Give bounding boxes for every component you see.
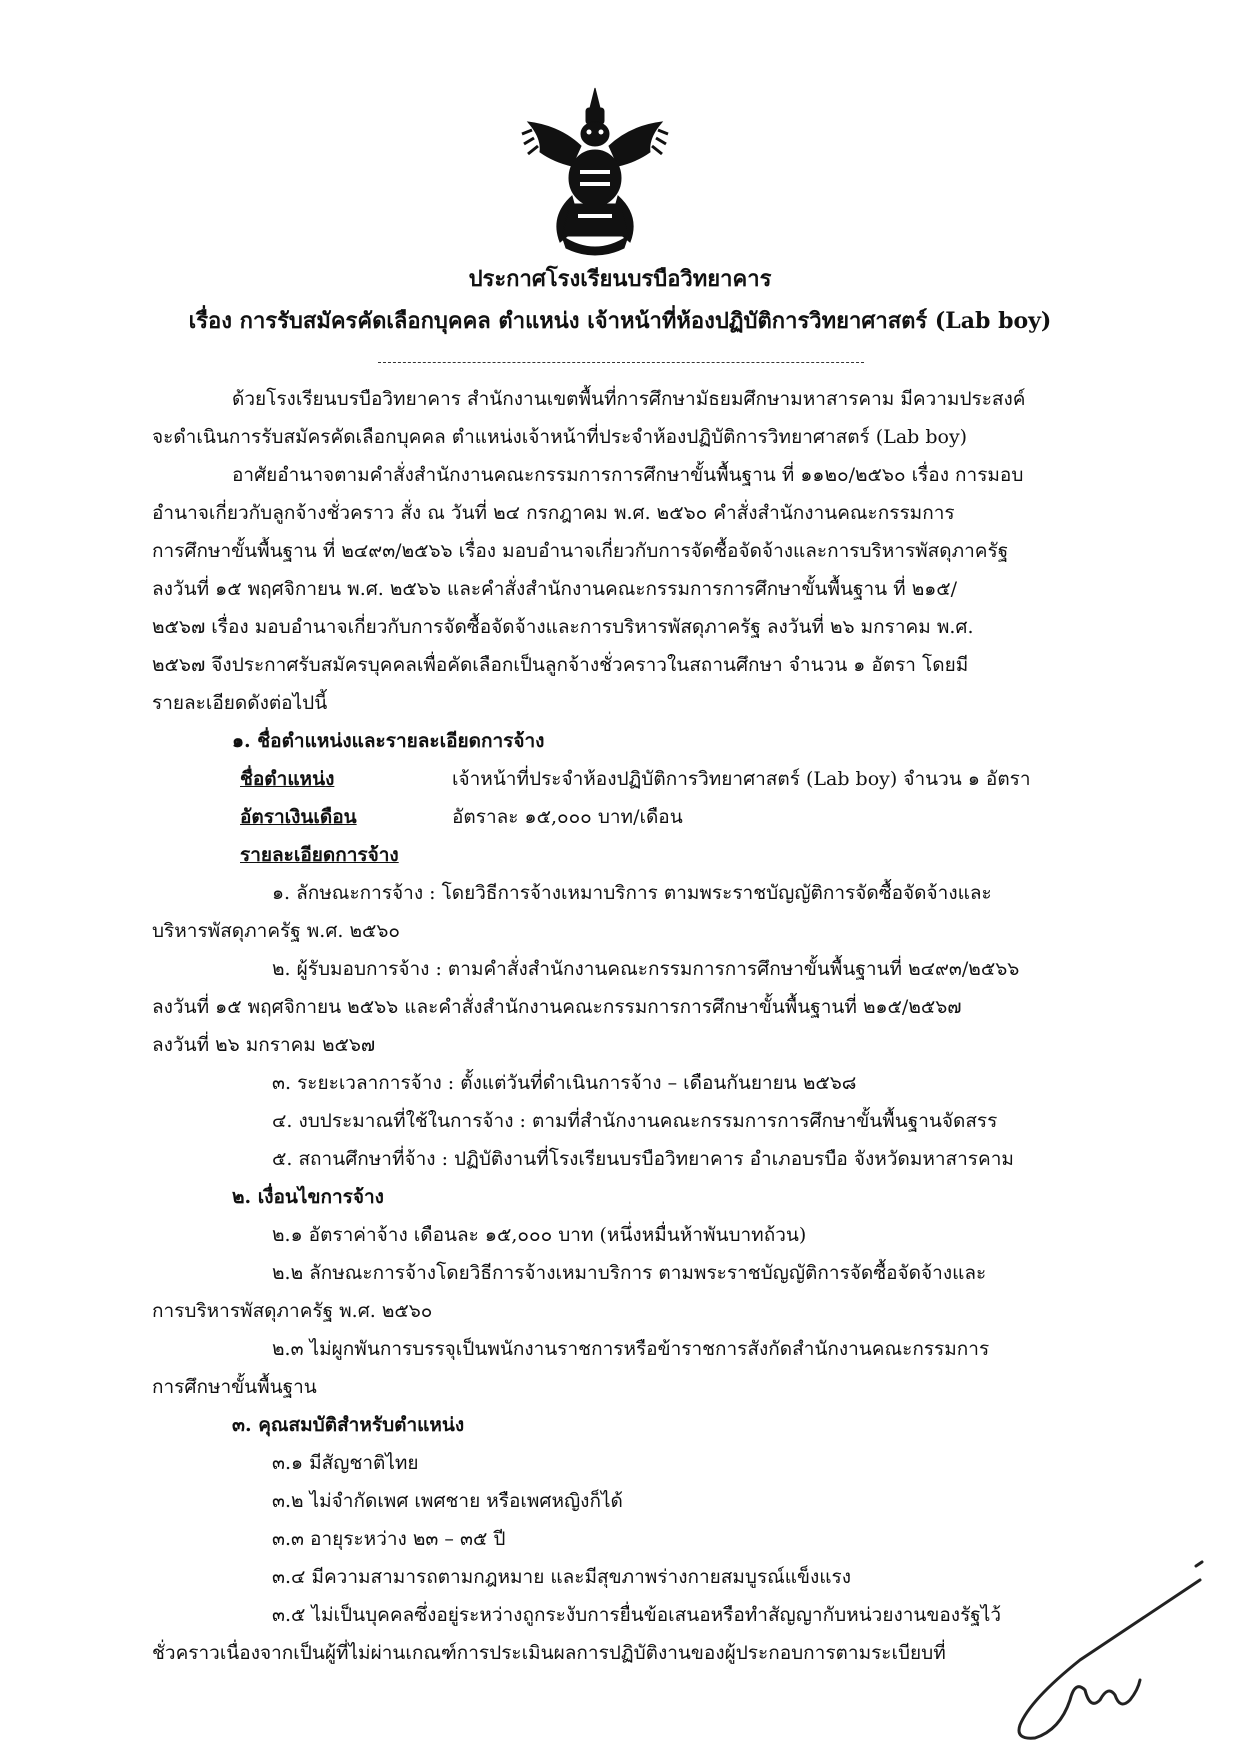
- section-2-heading: ๒. เงื่อนไขการจ้าง: [232, 1186, 384, 1208]
- qualification-line: ๓.๒ ไม่จำกัดเพศ เพศชาย หรือเพศหญิงก็ได้: [272, 1490, 623, 1512]
- salary-label: อัตราเงินเดือน: [240, 806, 357, 828]
- condition-line: การบริหารพัสดุภาครัฐ พ.ศ. ๒๕๖๐: [152, 1300, 433, 1322]
- document-subject: เรื่อง การรับสมัครคัดเลือกบุคคล ตำแหน่ง เจ้าหน้าที่ห้องปฏิบัติการวิทยาศาสตร์ (Lab boy): [188, 308, 1052, 334]
- section-3-heading: ๓. คุณสมบัติสำหรับตำแหน่ง: [232, 1414, 465, 1436]
- salary-value: อัตราละ ๑๕,๐๐๐ บาท/เดือน: [452, 806, 683, 828]
- condition-line: ๒.๓ ไม่ผูกพันการบรรจุเป็นพนักงานราชการหรือข้าราชการสังกัดสำนักงานคณะกรรมการ: [272, 1338, 990, 1360]
- section-1-heading: ๑. ชื่อตำแหน่งและรายละเอียดการจ้าง: [232, 730, 545, 752]
- position-row: [152, 760, 1090, 798]
- position-value: เจ้าหน้าที่ประจำห้องปฏิบัติการวิทยาศาสตร์ (Lab boy) จำนวน ๑ อัตรา: [452, 768, 1031, 790]
- details-line: ๒. ผู้รับมอบการจ้าง : ตามคำสั่งสำนักงานคณะกรรมการการศึกษาขั้นพื้นฐานที่ ๒๔๙๓/๒๕๖๖: [272, 958, 1020, 980]
- signature-icon: [990, 1540, 1220, 1750]
- details-line: ๑. ลักษณะการจ้าง : โดยวิธีการจ้างเหมาบริการ ตามพระราชบัญญัติการจัดซื้อจัดจ้างและ: [272, 882, 992, 904]
- intro-line: รายละเอียดดังต่อไปนี้: [152, 692, 328, 714]
- details-label: รายละเอียดการจ้าง: [240, 844, 399, 866]
- details-line: ๓. ระยะเวลาการจ้าง : ตั้งแต่วันที่ดำเนินการจ้าง – เดือนกันยายน ๒๕๖๘: [272, 1072, 857, 1094]
- title-separator: [378, 362, 864, 363]
- intro-line: ด้วยโรงเรียนบรบือวิทยาคาร สำนักงานเขตพื้นที่การศึกษามัธยมศึกษามหาสารคาม มีความประสงค์: [232, 388, 1026, 410]
- condition-line: ๒.๑ อัตราค่าจ้าง เดือนละ ๑๕,๐๐๐ บาท (หนึ่งหมื่นห้าพันบาทถ้วน): [272, 1224, 807, 1246]
- salary-row: [152, 798, 1090, 836]
- qualification-line: ๓.๔ มีความสามารถตามกฎหมาย และมีสุขภาพร่างกายสมบูรณ์แข็งแรง: [272, 1566, 852, 1588]
- qualification-line: ชั่วคราวเนื่องจากเป็นผู้ที่ไม่ผ่านเกณฑ์การประเมินผลการปฏิบัติงานของผู้ประกอบการตามระเบียบที่: [152, 1642, 946, 1664]
- document-body: [152, 380, 1090, 1672]
- details-line: ลงวันที่ ๒๖ มกราคม ๒๕๖๗: [152, 1034, 376, 1056]
- details-line: ลงวันที่ ๑๕ พฤศจิกายน ๒๕๖๖ และคำสั่งสำนักงานคณะกรรมการการศึกษาขั้นพื้นฐานที่ ๒๑๕/๒๕๖๗: [152, 996, 962, 1018]
- intro-line: จะดำเนินการรับสมัครคัดเลือกบุคคล ตำแหน่งเจ้าหน้าที่ประจำห้องปฏิบัติการวิทยาศาสตร์ (Lab boy): [152, 426, 968, 448]
- intro-line: การศึกษาขั้นพื้นฐาน ที่ ๒๔๙๓/๒๕๖๖ เรื่อง มอบอำนาจเกี่ยวกับการจัดซื้อจัดจ้างและการบริหารพัสดุภาครัฐ: [152, 540, 1009, 562]
- details-line: ๔. งบประมาณที่ใช้ในการจ้าง : ตามที่สำนักงานคณะกรรมการการศึกษาขั้นพื้นฐานจัดสรร: [272, 1110, 998, 1132]
- qualification-line: ๓.๕ ไม่เป็นบุคคลซึ่งอยู่ระหว่างถูกระงับการยื่นข้อเสนอหรือทำสัญญากับหน่วยงานของรัฐไว้: [272, 1604, 1001, 1626]
- condition-line: การศึกษาขั้นพื้นฐาน: [152, 1376, 317, 1398]
- intro-line: อำนาจเกี่ยวกับลูกจ้างชั่วคราว สั่ง ณ วันที่ ๒๔ กรกฎาคม พ.ศ. ๒๕๖๐ คำสั่งสำนักงานคณะกรรมการ: [152, 502, 955, 524]
- garuda-emblem-icon: [520, 86, 670, 258]
- intro-line: ๒๕๖๗ จึงประกาศรับสมัครบุคคลเพื่อคัดเลือกเป็นลูกจ้างชั่วคราวในสถานศึกษา จำนวน ๑ อัตรา โดยมี: [152, 654, 969, 676]
- document-title: ประกาศโรงเรียนบรบือวิทยาคาร: [468, 266, 772, 292]
- details-row: [152, 836, 1090, 874]
- qualification-line: ๓.๓ อายุระหว่าง ๒๓ – ๓๕ ปี: [272, 1528, 506, 1550]
- intro-line: ลงวันที่ ๑๕ พฤศจิกายน พ.ศ. ๒๕๖๖ และคำสั่งสำนักงานคณะกรรมการการศึกษาขั้นพื้นฐาน ที่ ๒๑๕/: [152, 578, 958, 600]
- qualification-line: ๓.๑ มีสัญชาติไทย: [272, 1452, 419, 1474]
- details-line: ๕. สถานศึกษาที่จ้าง : ปฏิบัติงานที่โรงเรียนบรบือวิทยาคาร อำเภอบรบือ จังหวัดมหาสารคาม: [272, 1148, 1014, 1170]
- intro-line: อาศัยอำนาจตามคำสั่งสำนักงานคณะกรรมการการศึกษาขั้นพื้นฐาน ที่ ๑๑๒๐/๒๕๖๐ เรื่อง การมอบ: [232, 464, 1024, 486]
- intro-line: ๒๕๖๗ เรื่อง มอบอำนาจเกี่ยวกับการจัดซื้อจัดจ้างและการบริหารพัสดุภาครัฐ ลงวันที่ ๒๖ มกราคม พ.ศ.: [152, 616, 974, 638]
- position-label: ชื่อตำแหน่ง: [240, 768, 335, 790]
- condition-line: ๒.๒ ลักษณะการจ้างโดยวิธีการจ้างเหมาบริการ ตามพระราชบัญญัติการจัดซื้อจัดจ้างและ: [272, 1262, 987, 1284]
- details-line: บริหารพัสดุภาครัฐ พ.ศ. ๒๕๖๐: [152, 920, 401, 942]
